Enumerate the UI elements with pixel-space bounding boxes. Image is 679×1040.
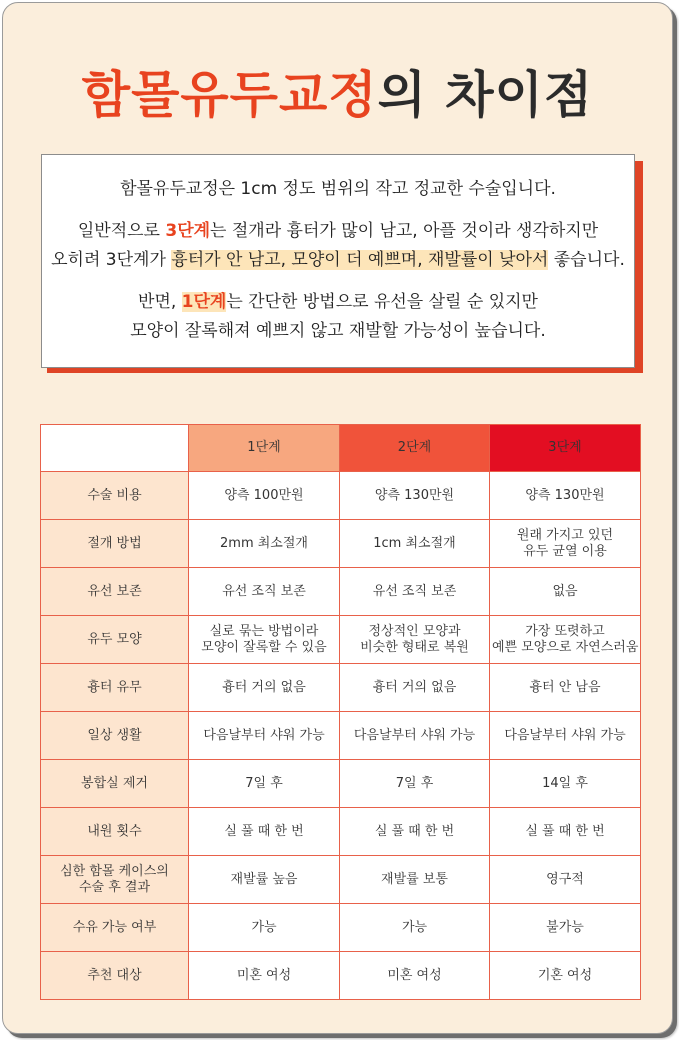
- row-label: [41, 472, 189, 520]
- cell-text: 실 풀 때 한 번: [374, 823, 455, 839]
- cell-text: 양측 130만원: [374, 487, 455, 503]
- table-cell-stage-2: [340, 904, 490, 952]
- title-highlight: 함몰유두교정: [81, 66, 378, 124]
- table-cell-stage-3: [490, 760, 641, 808]
- cell-text: 실로 묶는 방법이라: [209, 623, 319, 639]
- cell-text: 14일 후: [542, 775, 588, 791]
- header-stage-1: 1단계: [189, 425, 340, 472]
- row-label: [41, 520, 189, 568]
- table-cell-stage-1: [189, 568, 340, 616]
- cell-text: 유선 조직 보존: [222, 583, 306, 599]
- table-cell-stage-2: [340, 664, 490, 712]
- table-cell-stage-3: [490, 904, 641, 952]
- row-label-text: 내원 횟수: [87, 823, 142, 839]
- table-cell-stage-1: [189, 472, 340, 520]
- table-row: [41, 904, 641, 952]
- table-row: [41, 616, 641, 664]
- table-cell-stage-3: [490, 520, 641, 568]
- cell-text: 모양이 잘록할 수 있음: [201, 639, 327, 655]
- table-cell-stage-3: [490, 952, 641, 1000]
- cell-text: 미혼 여성: [236, 967, 292, 983]
- cell-text: 1cm 최소절개: [373, 535, 456, 551]
- table-cell-stage-3: [490, 568, 641, 616]
- cell-text: 없음: [552, 583, 578, 599]
- cell-text: 재발률 보통: [381, 871, 448, 887]
- cell-text: 다음날부터 샤워 가능: [353, 727, 476, 743]
- table-cell-stage-1: [189, 808, 340, 856]
- row-label: [41, 568, 189, 616]
- comparison-card: [2, 2, 673, 1034]
- cell-text: 기혼 여성: [537, 967, 593, 983]
- row-label-text: 수술 비용: [87, 487, 142, 503]
- header-stage-3: 3단계: [490, 425, 641, 472]
- cell-text: 2mm 최소절개: [220, 535, 308, 551]
- cell-text: 양측 100만원: [224, 487, 304, 503]
- cell-text: 가능: [401, 919, 428, 935]
- cell-text: 미혼 여성: [387, 967, 442, 983]
- table-cell-stage-2: [340, 760, 490, 808]
- cell-text: 원래 가지고 있던: [516, 527, 614, 543]
- cell-text: 흉터 거의 없음: [222, 679, 306, 695]
- cell-text: 불가능: [546, 919, 584, 935]
- table-cell-stage-1: [189, 760, 340, 808]
- row-label: [41, 904, 189, 952]
- table-cell-stage-2: [340, 568, 490, 616]
- notice-highlight: 흉터가 안 남고, 모양이 더 예쁘며, 재발률이 낮아서: [171, 250, 549, 270]
- cell-text: 정상적인 모양과: [368, 623, 461, 639]
- table-cell-stage-1: [189, 904, 340, 952]
- notice-line-1: 함몰유두교정은 1cm 정도 범위의 작고 정교한 수술입니다.: [120, 179, 556, 199]
- header-stage-2: 2단계: [340, 425, 490, 472]
- row-label-text: 수술 후 결과: [78, 879, 151, 895]
- row-label-text: 추천 대상: [87, 967, 142, 983]
- notice-paragraph-3: [42, 288, 634, 346]
- table-cell-stage-3: [490, 472, 641, 520]
- row-label: [41, 616, 189, 664]
- table-row: [41, 856, 641, 904]
- table-cell-stage-1: [189, 952, 340, 1000]
- table-cell-stage-3: [490, 616, 641, 664]
- row-label: [41, 712, 189, 760]
- row-label: [41, 760, 189, 808]
- row-label-text: 유선 보존: [87, 583, 142, 599]
- table-row: [41, 712, 641, 760]
- table-row: [41, 568, 641, 616]
- cell-text: 재발률 높음: [230, 871, 298, 887]
- notice-text: 일반적으로: [77, 221, 166, 241]
- table-cell-stage-2: [340, 520, 490, 568]
- table-cell-stage-3: [490, 712, 641, 760]
- cell-text: 7일 후: [395, 775, 434, 791]
- row-label: [41, 856, 189, 904]
- cell-text: 흉터 안 남음: [529, 679, 601, 695]
- row-label-text: 수유 가능 여부: [72, 919, 157, 935]
- cell-text: 유두 균열 이용: [523, 543, 607, 559]
- table-row: [41, 760, 641, 808]
- cell-text: 실 풀 때 한 번: [224, 823, 304, 839]
- table-row: [41, 520, 641, 568]
- notice-emphasis: 3단계: [165, 221, 211, 241]
- table-cell-stage-2: [340, 472, 490, 520]
- table-cell-stage-1: [189, 664, 340, 712]
- row-label-text: 심한 함몰 케이스의: [60, 863, 169, 879]
- table-cell-stage-1: [189, 520, 340, 568]
- cell-text: 가능: [251, 919, 277, 935]
- notice-text: 는 간단한 방법으로 유선을 살릴 순 있지만: [226, 292, 538, 312]
- notice-text: 반면,: [138, 292, 182, 312]
- notice-text: 모양이 잘록해져 예쁘지 않고 재발할 가능성이 높습니다.: [130, 321, 546, 341]
- cell-text: 7일 후: [245, 775, 283, 791]
- cell-text: 비슷한 형태로 복원: [360, 639, 469, 655]
- row-label: [41, 808, 189, 856]
- notice-text: 는 절개라 흉터가 많이 남고, 아플 것이라 생각하지만: [210, 221, 599, 241]
- table-header-row: [41, 425, 641, 472]
- table-cell-stage-2: [340, 808, 490, 856]
- title-rest: 의 차이점: [377, 66, 594, 124]
- cell-text: 유선 조직 보존: [372, 583, 457, 599]
- row-label-text: 유두 모양: [87, 631, 142, 647]
- row-label-text: 흉터 유무: [87, 679, 142, 695]
- table-row: [41, 472, 641, 520]
- cell-text: 양측 130만원: [525, 487, 605, 503]
- table-row: [41, 808, 641, 856]
- cell-text: 실 풀 때 한 번: [525, 823, 605, 839]
- page-title: [3, 55, 672, 135]
- row-label-text: 일상 생활: [87, 727, 142, 743]
- cell-text: 다음날부터 샤워 가능: [504, 727, 626, 743]
- notice-box: [41, 154, 635, 368]
- row-label-text: 절개 방법: [87, 535, 142, 551]
- cell-text: 가장 또렷하고: [525, 623, 605, 639]
- cell-text: 예쁜 모양으로 자연스러움: [492, 639, 639, 655]
- table-cell-stage-1: [189, 616, 340, 664]
- table-cell-stage-2: [340, 952, 490, 1000]
- table-row: [41, 664, 641, 712]
- table-cell-stage-2: [340, 856, 490, 904]
- comparison-table: [40, 424, 641, 1000]
- table-cell-stage-3: [490, 664, 641, 712]
- table-cell-stage-2: [340, 712, 490, 760]
- table-row: [41, 952, 641, 1000]
- row-label: [41, 664, 189, 712]
- table-cell-stage-1: [189, 856, 340, 904]
- table-cell-stage-2: [340, 616, 490, 664]
- notice-text: 오히려 3단계가: [51, 250, 172, 270]
- row-label-text: 봉합실 제거: [81, 775, 148, 791]
- table-cell-stage-3: [490, 856, 641, 904]
- notice-paragraph-2: [42, 217, 634, 275]
- notice-emphasis: 1단계: [181, 292, 227, 312]
- cell-text: 흉터 거의 없음: [372, 679, 457, 695]
- table-cell-stage-3: [490, 808, 641, 856]
- notice-text: 좋습니다.: [548, 250, 625, 270]
- table-cell-stage-1: [189, 712, 340, 760]
- cell-text: 영구적: [546, 871, 584, 887]
- table-corner-cell: [41, 425, 189, 472]
- cell-text: 다음날부터 샤워 가능: [203, 727, 325, 743]
- row-label: [41, 952, 189, 1000]
